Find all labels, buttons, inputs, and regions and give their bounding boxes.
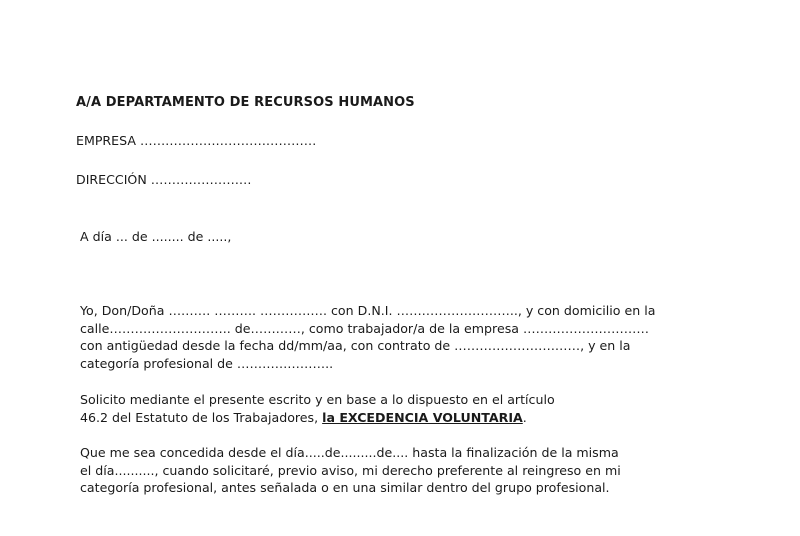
paragraph-line: con antigüedad desde la fecha dd/mm/aa, con contrato de …………………………, y en la <box>80 338 631 353</box>
request-paragraph <box>80 391 720 426</box>
declarant-paragraph <box>80 302 720 372</box>
concession-paragraph <box>80 444 720 497</box>
paragraph-line: el día.........., cuando solicitaré, previo aviso, mi derecho preferente al reingreso en mi <box>80 462 621 478</box>
paragraph-line: categoría profesional de ………………….. <box>80 355 334 371</box>
paragraph-text: 46.2 del Estatuto de los Trabajadores, <box>80 409 323 425</box>
paragraph-line: Yo, Don/Doña ………. ………. ……………. con D.N.I. ……………………….., y con domicilio en la <box>80 303 656 318</box>
paragraph-line: Que me sea concedida desde el día.....de.........de.... hasta la finalización de la misma <box>80 445 619 460</box>
date-line: A día ... de ........ de ....., <box>80 229 232 244</box>
paragraph-text: . <box>522 409 527 425</box>
paragraph-line: categoría profesional, antes señalada o en una similar dentro del grupo profesional. <box>80 480 610 495</box>
paragraph-line <box>80 409 720 427</box>
direccion-field: DIRECCIÓN …………………… <box>76 172 252 187</box>
paragraph-line: Solicito mediante el presente escrito y en base a lo dispuesto en el artículo <box>80 392 555 407</box>
empresa-field: EMPRESA …………………………………… <box>76 133 317 148</box>
excedencia-voluntaria-emphasis: la EXCEDENCIA VOLUNTARIA <box>322 409 523 425</box>
document-heading: A/A DEPARTAMENTO DE RECURSOS HUMANOS <box>76 95 415 110</box>
paragraph-line: calle……………………….. de…………, como trabajador/a de la empresa ………………………… <box>80 320 649 336</box>
